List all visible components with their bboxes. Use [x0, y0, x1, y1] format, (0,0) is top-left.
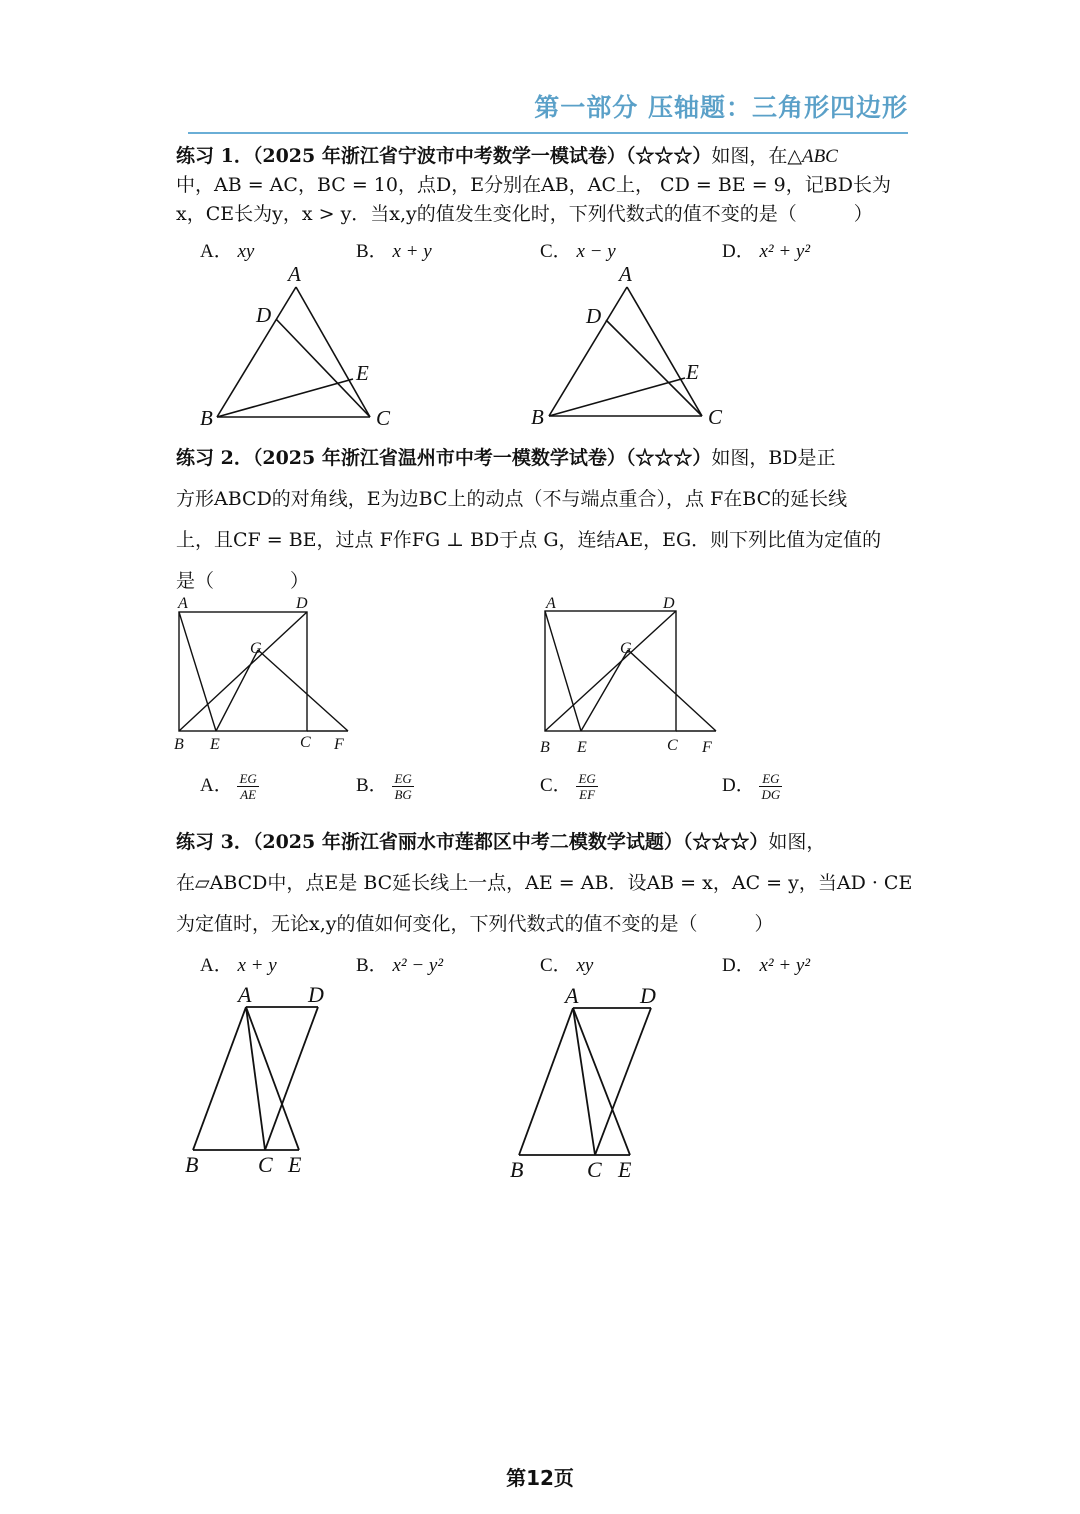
q3-left-label-e: E: [288, 1152, 302, 1177]
q2-right-label-b: B: [540, 739, 550, 756]
question-3-line-3: 为定值时，无论x,y的值如何变化，下列代数式的值不变的是（ ）: [176, 913, 774, 935]
header-divider: [188, 132, 908, 134]
question-2: [176, 438, 916, 602]
q2-left-label-b: B: [174, 736, 184, 753]
question-2-source: （2025 年浙江省温州市中考一模数学试卷）（☆☆☆）: [252, 447, 712, 469]
q1-option-c[interactable]: C． x − y: [540, 241, 616, 262]
q1-right-label-b: B: [531, 405, 544, 429]
q1-option-d[interactable]: D． x² + y²: [722, 241, 811, 262]
q2-left-label-g: G: [250, 640, 262, 657]
q2-right-label-e: E: [577, 739, 587, 756]
q2-option-c[interactable]: C． $\frac{EG}{EF}$: [540, 771, 596, 803]
q2-left-label-e: E: [210, 736, 220, 753]
q1-left-label-b: B: [200, 406, 213, 430]
q3-figure-left: [180, 980, 350, 1180]
question-2-line-4: 是（ ）: [176, 570, 310, 592]
question-3-source: （2025 年浙江省丽水市莲都区中考二模数学试题）（☆☆☆）: [252, 831, 769, 853]
question-1-line-2: 中，AB = AC，BC = 10，点D，E分别在AB，AC上， CD = BE = 9，记BD长为: [176, 174, 891, 196]
question-3-line-1: [176, 822, 916, 863]
q3-right-label-b: B: [510, 1157, 524, 1182]
q2-figure-right: [534, 592, 734, 762]
question-2-line-2: 方形ABCD的对角线，E为边BC上的动点（不与端点重合），点 F在BC的延长线: [176, 488, 848, 510]
q1-right-label-a: A: [619, 262, 632, 286]
question-1-label: 练习 1．: [176, 145, 253, 167]
q1-left-label-a: A: [288, 262, 301, 286]
q1-figure-right: [522, 262, 742, 434]
question-3: [176, 822, 916, 945]
q1-left-label-e: E: [356, 361, 369, 385]
q1-right-label-e: E: [686, 360, 699, 384]
q3-option-c[interactable]: C． xy: [540, 955, 594, 976]
q2-left-label-d: D: [296, 595, 308, 612]
q3-right-label-a: A: [565, 983, 579, 1008]
q2-left-label-c: C: [300, 734, 311, 751]
q3-option-d[interactable]: D． x² + y²: [722, 955, 811, 976]
page-number: 第12页: [506, 1466, 574, 1490]
question-2-line1-tail: 如图，BD是正: [711, 447, 836, 469]
question-1-line1-tail: 如图，在△: [711, 145, 802, 167]
question-2-line-1: [176, 438, 916, 479]
q2-left-label-a: A: [178, 595, 188, 612]
question-1-line-3: x，CE长为y，x > y．当x,y的值发生变化时，下列代数式的值不变的是（ ）: [176, 203, 873, 225]
q1-option-b[interactable]: B． x + y: [356, 241, 432, 262]
q3-left-label-b: B: [185, 1152, 199, 1177]
q2-right-label-f: F: [702, 739, 712, 756]
q3-right-label-c: C: [587, 1157, 602, 1182]
q3-right-label-d: D: [640, 983, 656, 1008]
question-3-line1-tail: 如图，: [768, 831, 826, 853]
q3-option-b[interactable]: B． x² − y²: [356, 955, 444, 976]
q2-right-label-d: D: [663, 595, 675, 612]
question-1: [176, 142, 916, 229]
q1-left-label-c: C: [376, 406, 391, 430]
question-1-source: （2025 年浙江省宁波市中考数学一模试卷）（☆☆☆）: [252, 145, 712, 167]
q1-figure-left: [190, 262, 410, 434]
section-header-title: 第一部分 压轴题：三角形四边形: [534, 93, 908, 122]
question-2-label: 练习 2．: [176, 447, 253, 469]
q1-option-a[interactable]: A． xy: [200, 241, 255, 262]
question-1-triangle-name: ABC: [801, 146, 838, 167]
q3-left-label-a: A: [238, 982, 252, 1007]
q1-right-label-c: C: [708, 405, 723, 429]
q3-right-label-e: E: [618, 1157, 632, 1182]
question-1-line-1: [176, 142, 916, 171]
q1-left-label-d: D: [256, 303, 272, 327]
q3-left-label-d: D: [308, 982, 324, 1007]
question-3-label: 练习 3．: [176, 831, 253, 853]
q3-left-label-c: C: [258, 1152, 273, 1177]
q2-option-b[interactable]: B． $\frac{EG}{BG}$: [356, 771, 412, 803]
q2-right-label-c: C: [667, 737, 678, 754]
q2-right-label-g: G: [620, 640, 632, 657]
q2-right-label-a: A: [546, 595, 556, 612]
q2-left-label-f: F: [334, 736, 344, 753]
q2-option-d[interactable]: D． $\frac{EG}{DG}$: [722, 771, 781, 803]
question-3-line-2: 在▱ABCD中，点E是 BC延长线上一点，AE = AB．设AB = x，AC = y，当AD · CE: [176, 872, 913, 894]
q3-figure-right: [506, 980, 676, 1185]
question-2-line-3: 上，且CF = BE，过点 F作FG ⊥ BD于点 G，连结AE，EG．则下列比值为定值的: [176, 529, 882, 551]
q1-right-label-d: D: [586, 304, 602, 328]
q2-figure-left: [168, 592, 368, 757]
q2-option-a[interactable]: A． $\frac{EG}{AE}$: [200, 771, 257, 803]
q3-option-a[interactable]: A． x + y: [200, 955, 277, 976]
